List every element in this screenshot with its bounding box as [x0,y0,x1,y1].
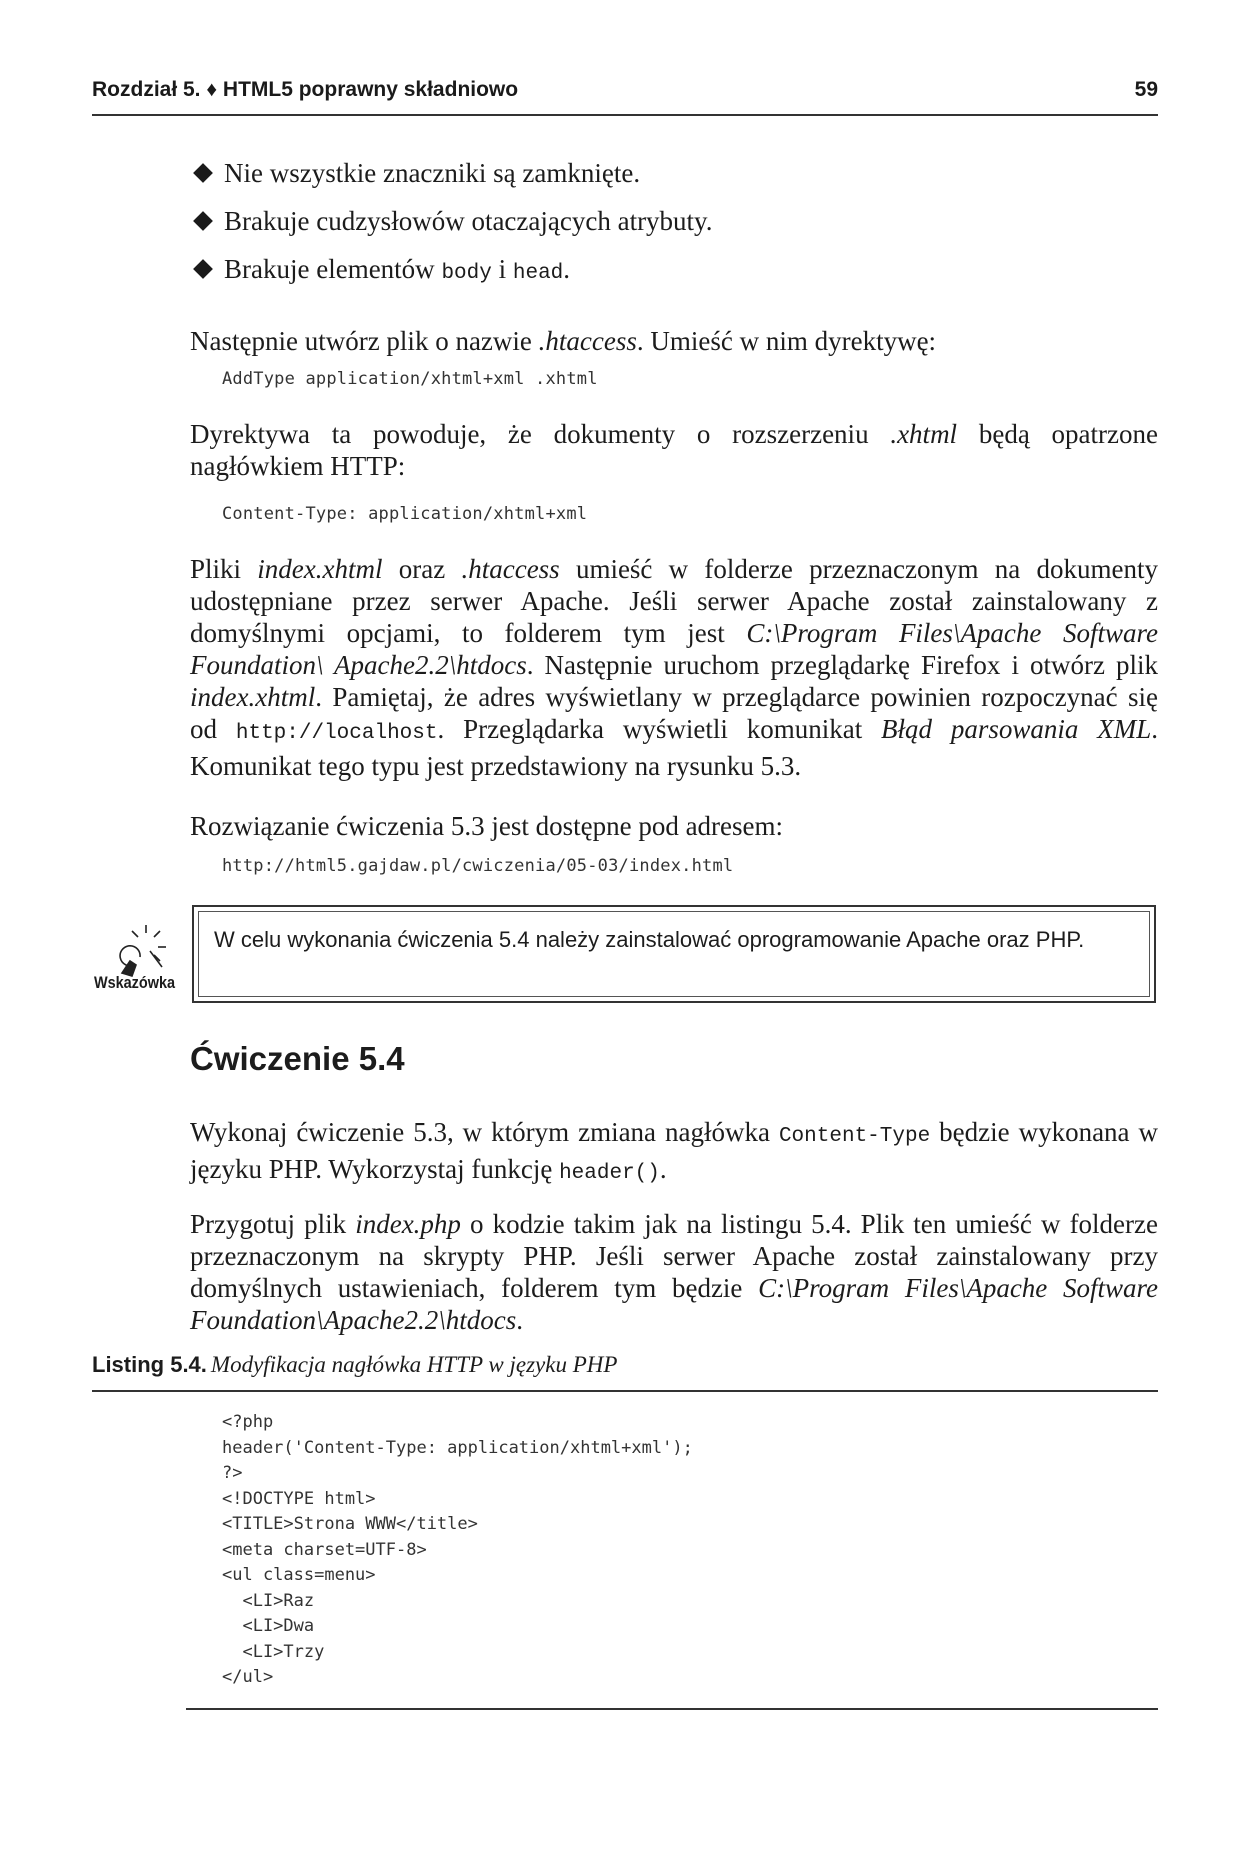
text-run: Dyrektywa ta powoduje, że dokumenty o rozszerzeniu [190,419,891,449]
code-term: header() [559,1162,660,1185]
code-line: <LI>Trzy [222,1641,325,1662]
diamond-bullet-icon [193,211,213,231]
paragraph-text [190,553,1158,782]
text-run: . [516,1305,523,1335]
paragraph-text [190,325,1158,357]
text-run: Rozwiązanie ćwiczenia 5.3 jest dostępne pod adresem: [190,811,784,841]
code-line: </ul> [222,1667,274,1687]
bullet-item [190,252,1158,291]
code-line: <meta charset=UTF-8> [222,1539,427,1560]
code-term: http://localhost [235,722,438,745]
paragraph-text [190,1208,1158,1336]
code-addtype [222,369,1190,389]
text-run: . [563,254,571,284]
paragraph-prepare [190,1208,1158,1336]
text-run: Brakuje cudzysłowów otaczających atrybuty. [224,206,713,236]
bullet-text [224,252,570,291]
text-run: oraz [382,554,462,584]
section-heading: Ćwiczenie 5.4 [190,1040,405,1077]
text-run: . Umieść w nim dyrektywę: [636,326,937,356]
listing-label: Listing 5.4. [92,1352,207,1377]
italic-term: .htaccess [461,554,560,584]
code-line: <!DOCTYPE html> [222,1488,376,1509]
running-head [92,74,1158,116]
italic-term: C:\Program Files\Apache Software Foundation\Apache2.2\htdocs [190,1273,1158,1335]
text-run: Następnie utwórz plik o nazwie [190,326,539,356]
text-run: o kodzie takim jak na listingu 5.4. Plik ten umieść w folderze przeznaczonym na skrypty PHP. Jeśli serwer Apache został zainstalowany przy domyślnych ustawieniach, folderem tym będzie [190,1209,1158,1303]
chapter-title: Rozdział 5. ♦ HTML5 poprawny składniowo [92,78,519,101]
bullet-list [190,156,1158,305]
listing-caption [92,1352,1158,1392]
code-term: Content-Type [778,1125,931,1148]
code-line: http://html5.gajdaw.pl/cwiczenia/05-03/index.html [222,856,734,876]
code-line: <LI>Raz [222,1590,315,1611]
bullet-text [224,156,640,190]
hint-text: W celu wykonania ćwiczenia 5.4 należy zainstalować oprogramowanie Apache oraz PHP. [214,927,1085,952]
bullet-item [190,204,1158,238]
italic-term: C:\Program Files\Apache Software Foundation\ Apache2.2\htdocs [190,618,1158,680]
code-term: body [441,262,492,285]
code-line: AddType application/xhtml+xml .xhtml [222,369,598,389]
text-run: . Pamiętaj, że adres wyświetlany w przeglądarce powinien rozpoczynać się od [190,682,1158,744]
text-run: będzie wykonana w języku PHP. Wykorzystaj funkcję [190,1117,1159,1184]
code-line: <LI>Dwa [222,1616,315,1636]
hint-label: Wskazówka [93,973,176,992]
code-line: Content-Type: application/xhtml+xml [222,504,588,524]
paragraph-text [190,1116,1158,1190]
italic-term: .htaccess [538,326,637,356]
text-run: . Przeglądarka wyświetli komunikat [437,714,882,744]
page-number: 59 [1134,78,1158,101]
paragraph-htaccess [190,325,1158,357]
code-content-type [222,504,1190,524]
text-run: Pliki [190,554,258,584]
paragraph-solution [190,810,1158,842]
code-line: <?php [222,1412,274,1432]
bullet-text [224,204,713,238]
code-line: <ul class=menu> [222,1565,376,1585]
italic-term: .xhtml [890,419,958,449]
paragraph-files [190,553,1158,782]
italic-term: index.xhtml [190,682,316,712]
text-run: Brakuje elementów [224,254,442,284]
diamond-bullet-icon [193,259,213,279]
code-line: <TITLE>Strona WWW</title> [222,1514,478,1534]
code-term: head [512,262,564,285]
text-run: będą opatrzone nagłówkiem HTTP: [190,419,1158,481]
paragraph-exercise [190,1116,1158,1190]
listing-end-rule [186,1708,1158,1710]
code-url [222,856,1190,876]
italic-term: index.xhtml [257,554,383,584]
italic-term: index.php [355,1209,461,1239]
bullet-item [190,156,1158,190]
text-run: . [659,1154,667,1184]
listing-code [222,1410,1190,1691]
listing-title: Modyfikacja nagłówka HTTP w języku PHP [210,1352,618,1377]
text-run: Nie wszystkie znaczniki są zamknięte. [224,158,641,188]
italic-term: Błąd parsowania XML [881,714,1152,744]
text-run: . Następnie uruchom przeglądarkę Firefox i otwórz plik [526,650,1158,680]
paragraph-text [190,418,1158,482]
paragraph-directive [190,418,1158,482]
diamond-bullet-icon [193,163,213,183]
text-run: Wykonaj ćwiczenie 5.3, w którym zmiana nagłówka [190,1117,779,1147]
paragraph-text [190,810,1158,842]
text-run: umieść w folderze przeznaczonym na dokumenty udostępniane przez serwer Apache. Jeśli serwer Apache został zainstalowany z domyślnymi opcjami, to folderem tym jest [190,554,1158,648]
text-run: Przygotuj plik [190,1209,356,1239]
code-line: ?> [222,1463,243,1483]
code-line: header('Content-Type: application/xhtml+xml'); [222,1437,693,1458]
text-run: . Komunikat tego typu jest przedstawiony na rysunku 5.3. [190,714,1159,781]
text-run: i [491,254,513,284]
hint-note [92,905,1158,1007]
hint-box [192,905,1156,1003]
